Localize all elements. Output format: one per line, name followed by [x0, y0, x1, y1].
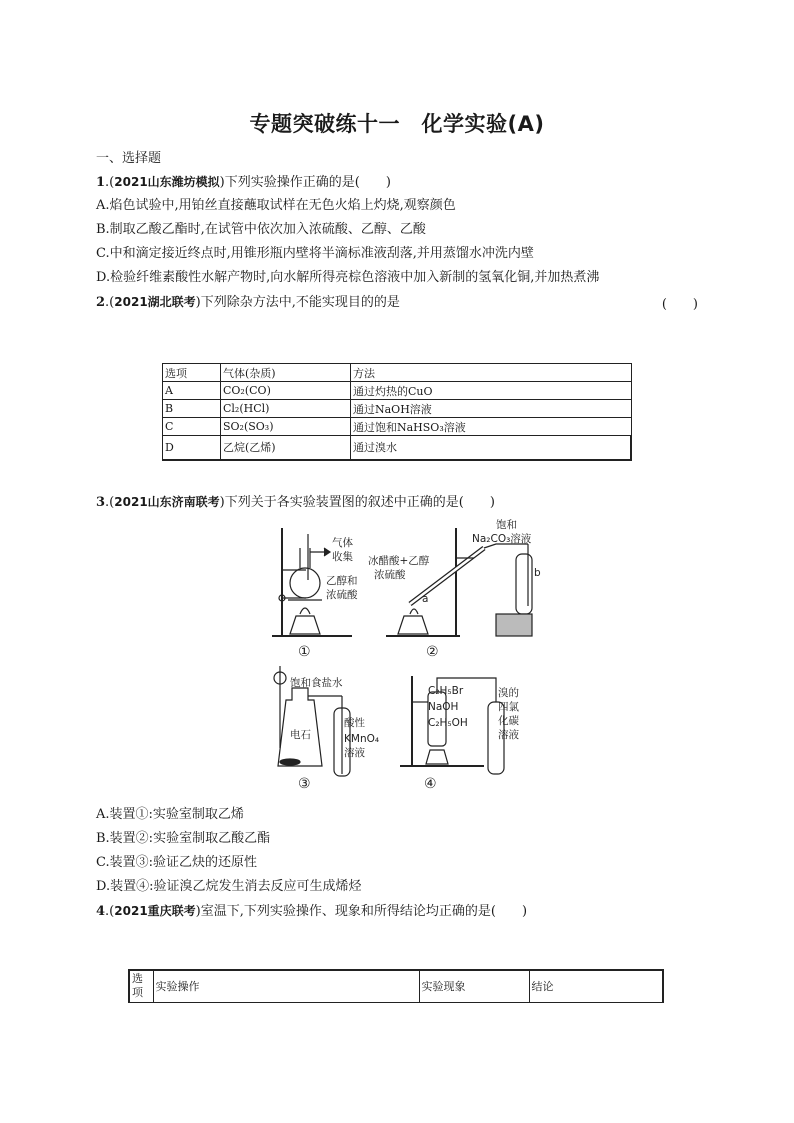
fig1-label: 浓硫酸 — [326, 589, 358, 601]
fig2-label: 饱和 — [496, 519, 517, 531]
table-cell: A — [163, 382, 221, 400]
fig3-label: 酸性 — [344, 717, 365, 729]
table-row — [163, 418, 632, 436]
fig4-label: NaOH — [428, 701, 459, 713]
table-row — [163, 400, 632, 418]
fig3-label: KMnO₄ — [344, 733, 380, 745]
question-1-stem: 1.(2021山东潍坊模拟)下列实验操作正确的是( ) — [96, 175, 391, 190]
fig1-number: ① — [298, 644, 311, 660]
question-text: )下列除杂方法中,不能实现目的的是 — [195, 295, 400, 310]
section-heading: 一、选择题 — [96, 151, 162, 166]
fig3-label: 饱和食盐水 — [290, 677, 343, 689]
table-header: 结论 — [529, 970, 663, 1002]
answer-bracket: ( ) — [661, 297, 698, 312]
impurity-table — [162, 363, 632, 461]
fig3-label: 电石 — [290, 729, 311, 741]
option-a: A.焰色试验中,用铂丝直接蘸取试样在无色火焰上灼烧,观察颜色 — [96, 198, 456, 213]
table-header: 实验现象 — [419, 970, 529, 1002]
fig2-label: 浓硫酸 — [374, 569, 406, 581]
experiment-table — [128, 969, 664, 1003]
question-4-stem: 4.(2021重庆联考)室温下,下列实验操作、现象和所得结论均正确的是( ) — [96, 904, 528, 919]
page-title: 专题突破练十一 化学实验(A) — [249, 112, 545, 136]
fig3-number: ③ — [298, 776, 311, 792]
option-c: C.中和滴定接近终点时,用锥形瓶内壁将半滴标准液刮落,并用蒸馏水冲洗内壁 — [96, 246, 534, 261]
table-cell: 通过溴水 — [351, 436, 632, 460]
question-number: 4 — [96, 904, 106, 919]
table-cell: D — [163, 436, 221, 460]
option-d: D.检验纤维素酸性水解产物时,向水解所得亮棕色溶液中加入新制的氢氧化铜,并加热煮沸 — [96, 270, 600, 285]
fig4-label: 化碳 — [498, 715, 519, 727]
fig1-label: 乙醇和 — [326, 575, 358, 587]
table-header: 实验操作 — [153, 970, 419, 1002]
fig4-label: 溴的 — [498, 687, 519, 699]
fig2-label: b — [534, 567, 541, 579]
table-cell: 通过NaOH溶液 — [351, 400, 632, 418]
fig2-label: 冰醋酸+乙醇 — [368, 555, 430, 567]
fig2-label: Na₂CO₃溶液 — [472, 533, 532, 545]
fig4-label: 四氯 — [498, 701, 519, 713]
question-source: 2021山东潍坊模拟 — [114, 175, 220, 189]
fig4-label: C₂H₅Br — [428, 685, 464, 697]
question-number: 2 — [96, 295, 106, 310]
question-text: )室温下,下列实验操作、现象和所得结论均正确的是( ) — [195, 904, 528, 919]
question-source: 2021山东济南联考 — [114, 495, 220, 509]
apparatus-figure — [260, 518, 580, 793]
table-row — [163, 382, 632, 400]
table-header-row — [163, 364, 632, 382]
option-b: B.装置②:实验室制取乙酸乙酯 — [96, 831, 271, 846]
option-b: B.制取乙酸乙酯时,在试管中依次加入浓硫酸、乙醇、乙酸 — [96, 222, 426, 237]
table-cell: Cl₂(HCl) — [221, 400, 351, 418]
question-number: 1 — [96, 175, 106, 190]
fig4-label: C₂H₅OH — [428, 717, 468, 729]
fig3-label: 溶液 — [344, 747, 365, 759]
question-number: 3 — [96, 495, 106, 510]
table-cell: 通过饱和NaHSO₃溶液 — [351, 418, 632, 436]
table-row — [163, 436, 632, 460]
table-header: 气体(杂质) — [221, 364, 351, 382]
table-cell: SO₂(SO₃) — [221, 418, 351, 436]
option-a: A.装置①:实验室制取乙烯 — [96, 807, 244, 822]
fig4-number: ④ — [424, 776, 437, 792]
table-header: 方法 — [351, 364, 632, 382]
table-cell: 通过灼热的CuO — [351, 382, 632, 400]
question-source: 2021重庆联考 — [114, 904, 196, 918]
option-c: C.装置③:验证乙炔的还原性 — [96, 855, 257, 870]
fig1-label: 收集 — [332, 551, 353, 563]
question-source: 2021湖北联考 — [114, 295, 196, 309]
fig1-label: 气体 — [332, 537, 353, 549]
table-cell: C — [163, 418, 221, 436]
table-cell: B — [163, 400, 221, 418]
fig2-number: ② — [426, 644, 439, 660]
question-2-stem: 2.(2021湖北联考)下列除杂方法中,不能实现目的的是 — [96, 295, 400, 310]
table-header-row — [129, 970, 663, 1002]
question-3-stem: 3.(2021山东济南联考)下列关于各实验装置图的叙述中正确的是( ) — [96, 495, 495, 510]
fig4-label: 溶液 — [498, 729, 519, 741]
table-header: 选项 — [129, 970, 153, 1002]
question-text: )下列实验操作正确的是( ) — [219, 175, 391, 190]
table-header: 选项 — [163, 364, 221, 382]
fig2-label: a — [422, 593, 429, 605]
table-cell: 乙烷(乙烯) — [221, 436, 351, 460]
option-d: D.装置④:验证溴乙烷发生消去反应可生成烯烃 — [96, 879, 362, 894]
question-text: )下列关于各实验装置图的叙述中正确的是( ) — [219, 495, 495, 510]
table-cell: CO₂(CO) — [221, 382, 351, 400]
